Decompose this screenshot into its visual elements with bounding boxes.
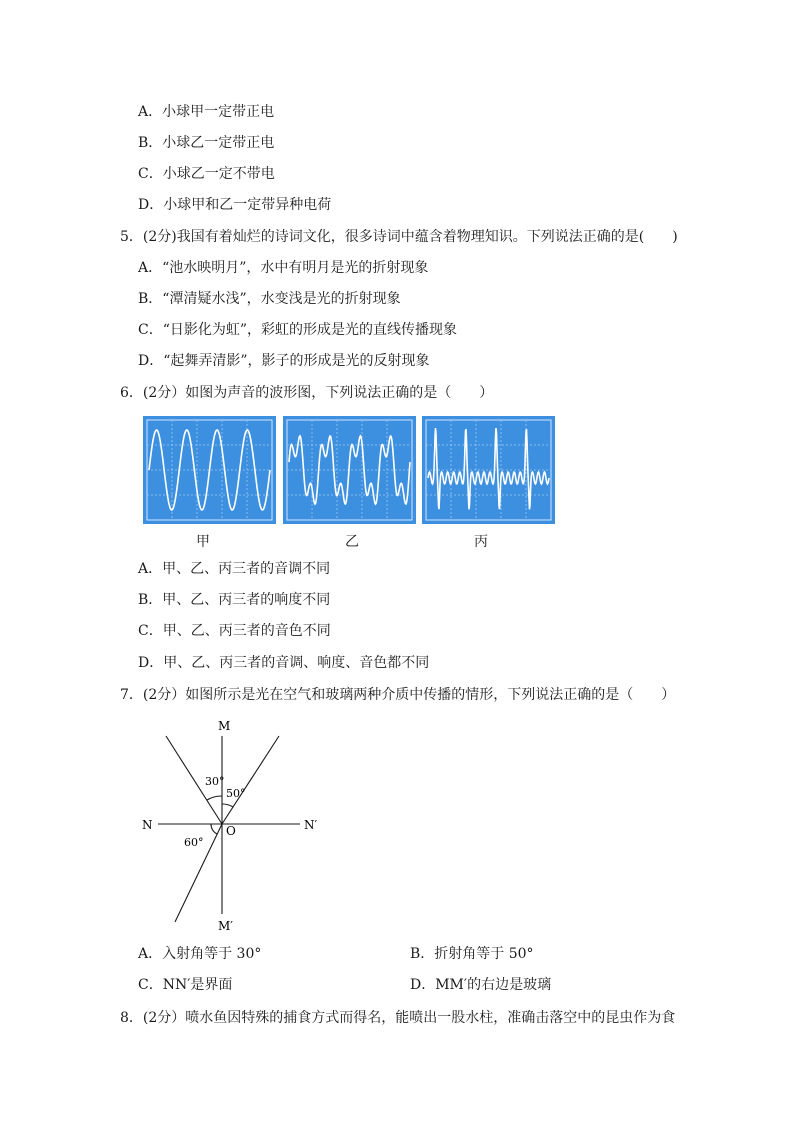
light-refraction-diagram [138, 714, 338, 934]
q7-option-d: D．MM′的右边是玻璃 [410, 977, 552, 993]
q6-stem: 6．(2分）如图为声音的波形图，下列说法正确的是（ ） [120, 385, 494, 401]
q5-option-b: B．“潭清疑水浅”，水变浅是光的折射现象 [138, 291, 401, 307]
q7-option-b: B．折射角等于 50° [410, 946, 534, 962]
waveform-bing-graphic [422, 416, 555, 524]
q7-stem: 7．(2分）如图所示是光在空气和玻璃两种介质中传播的情形，下列说法正确的是（ ） [120, 687, 676, 703]
ray-upper-right [222, 736, 279, 824]
waveform-panel-jia [143, 416, 276, 524]
angle-arc-50 [222, 804, 233, 807]
waveform-yi-graphic [283, 416, 416, 524]
q7-option-a: A．入射角等于 30° [138, 946, 262, 962]
panel-label-bing: 丙 [474, 534, 488, 550]
waveform-panel-yi [283, 416, 416, 524]
angle-arc-30 [207, 796, 222, 800]
q4-option-d: D．小球甲和乙一定带异种电荷 [138, 197, 332, 213]
label-m-prime: M′ [218, 919, 234, 933]
q5-option-d: D．“起舞弄清影”，影子的形成是光的反射现象 [138, 353, 430, 369]
label-n: N [142, 818, 153, 832]
label-angle-30: 30° [205, 775, 225, 788]
q8-stem: 8．(2分）喷水鱼因特殊的捕食方式而得名，能喷出一股水柱，准确击落空中的昆虫作为食 [120, 1010, 676, 1026]
label-angle-50: 50° [226, 787, 246, 800]
angle-arc-60 [211, 824, 217, 834]
q6-option-b: B．甲、乙、丙三者的响度不同 [138, 592, 331, 608]
q6-option-c: C．甲、乙、丙三者的音色不同 [138, 623, 331, 639]
label-o: O [226, 824, 236, 838]
panel-label-yi: 乙 [345, 534, 359, 550]
waveform-panel-bing [422, 416, 555, 524]
label-angle-60: 60° [184, 836, 204, 849]
q4-option-c: C．小球乙一定不带电 [138, 166, 275, 182]
q5-option-a: A．“池水映明月”，水中有明月是光的折射现象 [138, 260, 429, 276]
label-m: M [218, 719, 231, 733]
q5-stem: 5．(2分)我国有着灿烂的诗词文化，很多诗词中蕴含着物理知识。下列说法正确的是( ) [120, 229, 678, 245]
label-n-prime: N′ [304, 818, 318, 832]
panel-label-jia: 甲 [196, 534, 210, 550]
q5-option-c: C．“日影化为虹”，彩虹的形成是光的直线传播现象 [138, 322, 458, 338]
q6-option-d: D．甲、乙、丙三者的音调、响度、音色都不同 [138, 655, 430, 671]
waveform-jia-graphic [143, 416, 276, 524]
q4-option-a: A．小球甲一定带正电 [138, 104, 275, 120]
q4-option-b: B．小球乙一定带正电 [138, 135, 275, 151]
q6-option-a: A．甲、乙、丙三者的音调不同 [138, 561, 331, 577]
q7-option-c: C．NN′是界面 [138, 977, 233, 993]
